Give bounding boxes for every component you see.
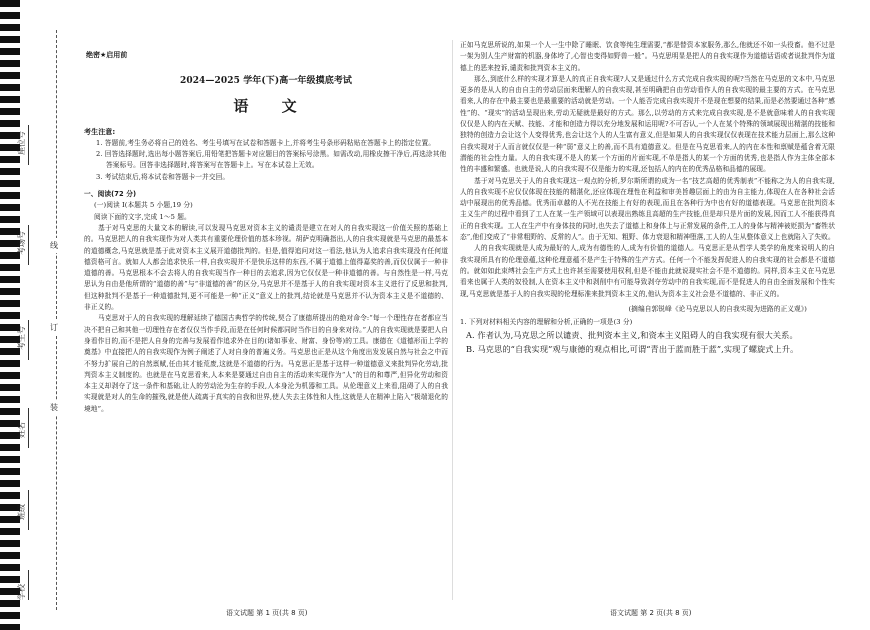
write-line [28,125,29,165]
field-label: 班级 [17,504,26,520]
field-candidate-number [16,290,50,350]
question-stem: 1. 下列对材料相关内容的理解和分析,正确的一项是(3 分) [460,318,633,327]
cut-word-bind: 订 [50,320,58,335]
exam-title: 2024—2025 学年(下)高一年级摸底考试 [179,76,353,86]
footer-page-2: 语文试题 第 2 页(共 8 页) [610,609,692,617]
paragraph: 马克思对于人的自我实现的理解延续了德国古典哲学的传统,契合了康德所提出的绝对命令:“每一个理性存在者都应当决不把自己和其他一切理性存在者仅仅当作手段,而是在任何时候都同时当作目的自身来对待。”人的自我实现就是要把人自身看作目的,而不是把人自身的完善与发展看作追求外在目的(诸如事业、财富、身份等)的工具。康德在《道德形而上学的奠基》中直接把人的自我实现作为例子阐述了人对自身的普遍义务。马克思也正是从这个角度出发发展自然与社会之中而不努力扩展自己的自然禀赋,任由其才能荒废,这就是不道德的行为。马克思正是基于这样一种道德意义来批判异化劳动,批判资本主义制度的。也就是在马克思看来,人本来是要通过自由自主的活动来实现作为“人”的目的和尊严,但异化劳动和资本主义却剥夺了这一条件和基础,让人的劳动沦为生存的手段,人本身沦为机器和工具。从伦理意义上来看,阻碍了人的自我实现就是对人的生命的摧残,就是使人疏离于真实的自我和世界,使人失去主体性和人性,这就是人在精神上陷入“极端退化的境地”。 [84,314,448,413]
source-citation: (摘编自郭锐峰《论马克思以人的自我实现为进路的正义观》) [628,304,807,313]
write-line [28,490,29,530]
write-line [28,570,29,600]
note-item: 1. 答题前,考生务必将自己的姓名、考生号填写在试卷和答题卡上,并将考生号条形码粘贴在答题卡上的指定位置。 [96,138,436,147]
field-seat-number [16,95,50,155]
paragraph: 基于对马克思关于人的自我实现这一观点的分析,罗尔斯所谓的成为一名“技艺高超的优秀制表”不能称之为人的自我实现,人的自我实现不应仅仅体现在技能的精湛化,还应体现在理性在利益和审美旨趣层面上的由为自主能力,体现在人在各种社会活动中展现出的优秀品德。优秀而卓越的人不光在技能上有好的表现,而且在各种行为中也有好的道德表现。马克思在批判资本主义生产的过程中看到了工人在某一生产领域可以表现出熟练且高超的生产技能,但是却只是片面的发展,因而工人不能获得真正的自我实现。工人在生产中有身体技的同时,也失去了道德上和身体上与正常发展的条件,工人的身体与精神被贬损为“畜牲状态”,他们变成了“非常粗野的、反常的人”。由于无知、粗野、体力衰退和精神堕落,工人的人生从整体意义上也就陷入了失败。 [460,176,835,242]
field-label: 姓名 [17,422,26,438]
notes-title: 考生注意: [84,127,116,136]
cut-word-line: 线 [50,238,58,253]
instruction: 阅读下面的文字,完成 1～5 题。 [94,212,191,221]
cut-word-staple: 装 [50,400,58,415]
note-item: 2. 回答选择题时,选出每小题答案后,用铅笔把答题卡对应题目的答案标号涂黑。如需改动,用橡皮擦干净后,再选涂其他答案标号。回答非选择题时,将答案写在答题卡上。写在本试卷上无效。 [96,150,447,170]
footer-page-1: 语文试题 第 1 页(共 8 页) [226,609,308,617]
section-title: 一、阅读(72 分) [84,190,137,199]
paragraph: 那么,到底什么样的实现才算是人的真正自我实现?人又是通过什么方式完成自我实现的呢?当然在马克思的文本中,马克思更多的是从人的自由自主的劳动层面来理解人的自我实现,甚至明确把自由劳动看作人的自我实现的最主要的方式。在马克思看来,人的存在中最主要也是最重要的活动就是劳动。一个人能否完成自我实现并不是现在想要的结果,而是必然要通过各种“感性”的、“现实”的活动呈现出来,劳动无疑就是最好的方式。那么,以劳动的方式来完成自我实现,是不是就意味着人的自我实现仅仅是人的内在天赋、技能、才能和创造力得以充分地发展和运用呢?不可否认,一个人在某个特殊的领域展现出精湛的技能和独特的创造力会让这个人变得优秀,也会让这个人的人生富有意义,但是如果人的自我实现仅仅表现在技术能力层面上,那么这种自我实现对于人而言就仅仅是一种“弱”意义上的善,而不具有道德意义。但是在马克思看来,人的内在本性和禀赋是蕴含着无限潜能的社会性力量。人的自我实现不是人的某一个方面的片面实现,不单是指人的某一个方面的优秀,也是指人作为主体全部本性的丰盛和繁盛。也就是说,人的自我实现不仅是能力的实现,还包括人的内在的优秀品格和品德的展现。 [460,74,835,174]
subject-title: 语 文 [233,97,311,116]
paragraph: 基于对马克思的大量文本的解读,可以发现马克思对资本主义的谴责是建立在对人的自我实现这一价值关照的基础上的。马克思把人的自我实现作为对人类共有重要伦理价值的基本珍视。胡萨克明确指出,人的自我实现就是马克思的最基本的道德概念,马克思就是基于此对资本主义展开道德批判的。但是,值得追问对这一看法,他认为人追求自我实现没有任何道德资格可言。就如人人都会追求快乐一样,自我实现并不是快乐这样的东西,不属于道德上值得嘉奖的善,而仅仅属于一种非道德的善。马克思根本不会去将人的自我实现当作一种目的去追求,因为它仅仅是一种非道德的善。与自然性是一样,马克思认为自由是他所谓的“道德的善”与“非道德的善”的区分,马克思并不是基于人的自我实现对资本主义进行了反思和批判,但这种批判不是基于一种道德批判,更不可能是一种“正义”意义上的批判,结论就是马克思并不认为资本主义是不道德的、非正义的。 [84,223,448,312]
subsection-title: (一)阅读 I(本题共 5 小题,19 分) [94,201,193,210]
write-line [28,408,29,448]
field-label: 考场号 [17,231,26,255]
field-class [16,460,50,520]
option-b: B. 马克思的“自我实现”观与康德的观点相比,可谓“青出于蓝而胜于蓝”,实现了螺旋式上升。 [466,344,799,355]
binding-strip [0,0,60,630]
field-school [16,540,50,600]
note-item: 3. 考试结束后,将本试卷和答题卡一并交回。 [96,172,230,181]
field-name [16,378,50,438]
field-label: 考生号 [17,326,26,350]
field-exam-room [16,195,50,255]
write-line [28,320,29,360]
field-label: 座位号 [17,131,26,155]
option-a: A. 作者认为,马克思之所以谴责、批判资本主义,和资本主义阻碍人的自我实现有很大关系。 [466,330,798,341]
page-2 [460,40,835,356]
field-label: 学校 [17,584,26,600]
paragraph: 人的自我实现就是人成为最好的人,成为有德性的人,成为有价值的道德人。马克思正是从哲学人类学的角度来说明人的自我实现所具有的伦理意蕴,这种伦理意蕴不是产生于特殊的生产方式。任何一个不能发挥促进人的自我实现的社会都是不道德的。就如如此束缚社会生产方式上也许甚至需要使用权利,但是不能由此就说现实社会不是不道德的。同样,资本主义在马克思看来也属于人类的奴役制,人在资本主义中和剥削中有可能导致剥夺劳动中的自我实现,而不是促进人的自由全面发展和个性实现,马克思就是基于人的自我实现的伦理标准来批判资本主义的,他认为资本主义社会是不道德的、非正义的。 [460,244,835,298]
confidential-mark: 绝密★启用前 [86,51,128,59]
page-divider [452,40,453,600]
paragraph: 正如马克思所说的,如果一个人一生中除了睡眠、饮食等纯生理需要,“都是替资本家服务,那么,他就还不如一头役畜。他不过是一架为别人生产财富的机器,身体垮了,心智也变得如野兽一般”。马克思明显是把人的自我实现作为道德话语或者说批判作为道德上的恶来控诉,谴责和批判资本主义的。 [460,41,835,72]
write-line [28,225,29,265]
page-1 [84,46,448,415]
